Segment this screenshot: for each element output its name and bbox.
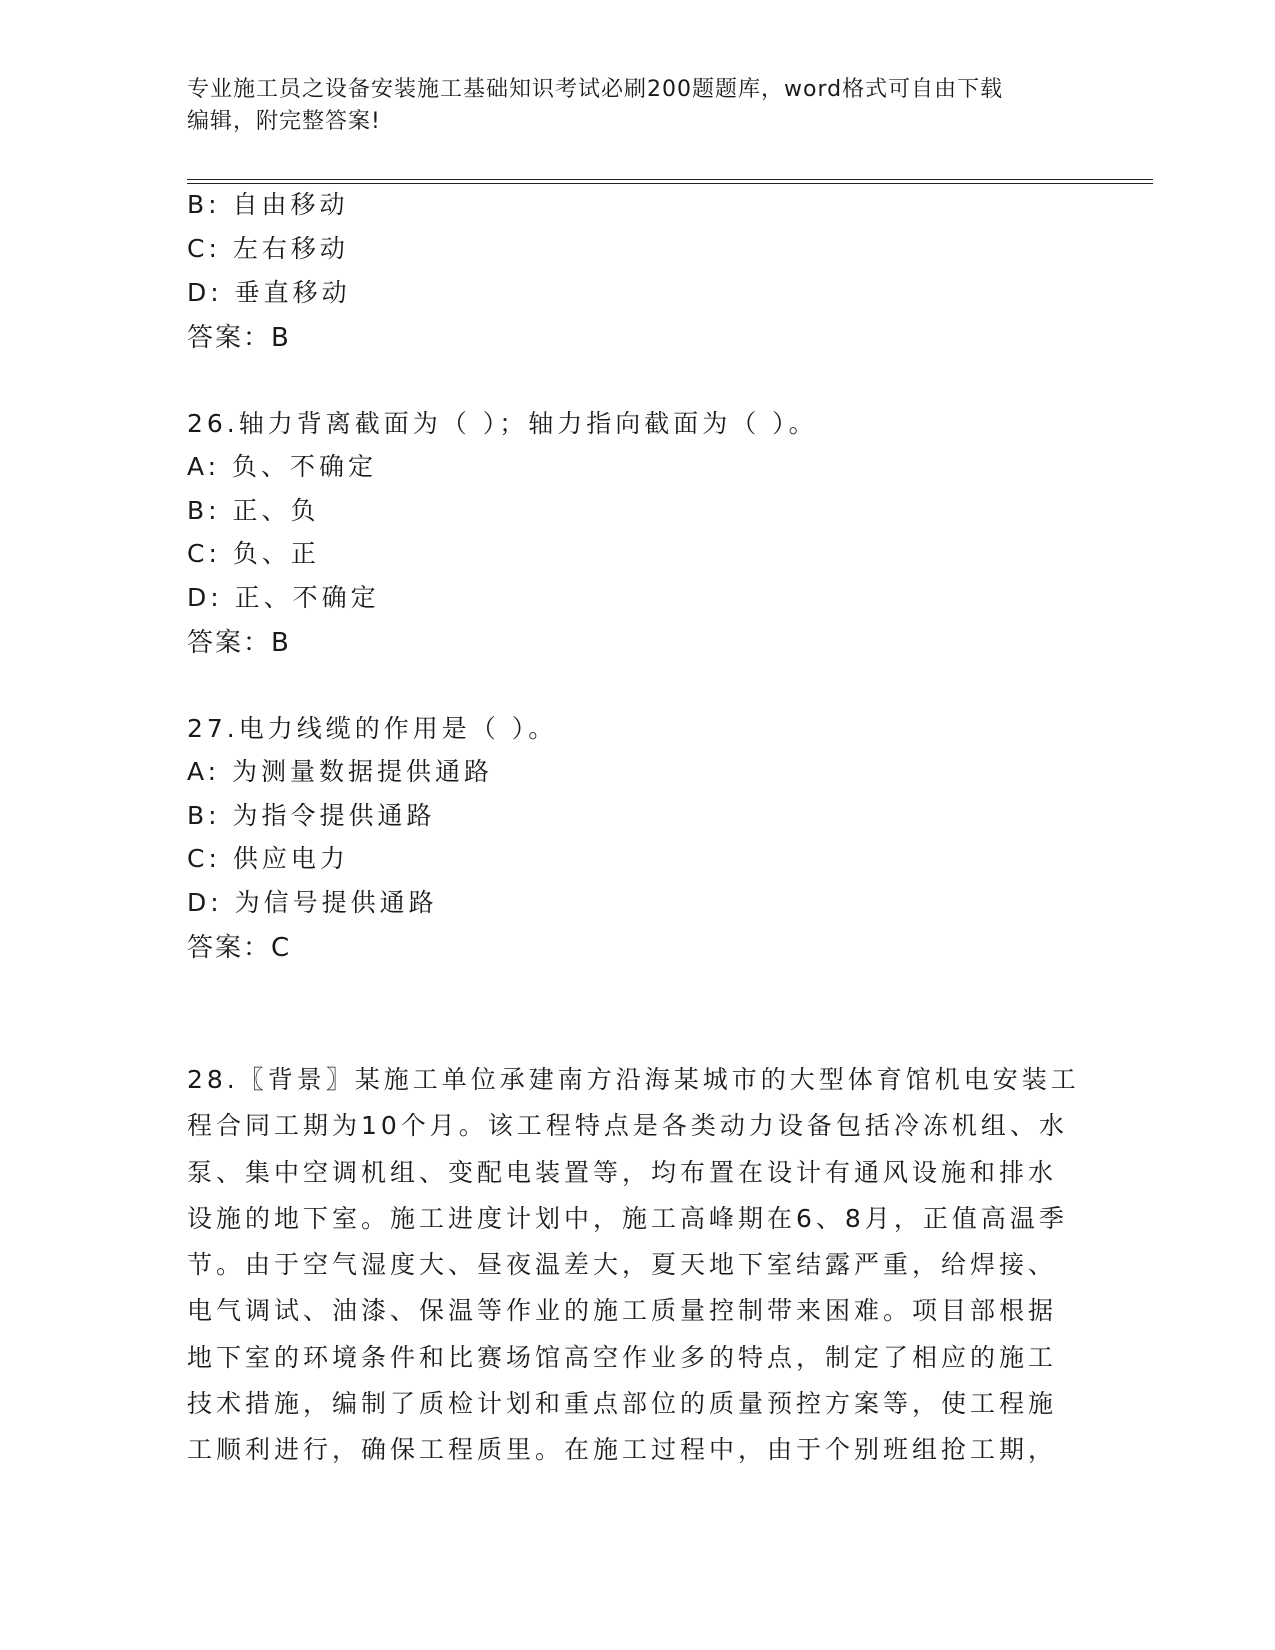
q25-option-b: B: 自由移动 — [187, 190, 349, 219]
q27-answer: 答案：C — [187, 933, 292, 963]
q27-option-b: B: 为指令提供通路 — [187, 801, 436, 830]
q27-option-d: D: 为信号提供通路 — [187, 888, 438, 917]
q25-option-c: C: 左右移动 — [187, 234, 349, 263]
q28-line: 工顺利进行，确保工程质里。在施工过程中，由于个别班组抢工期， — [187, 1435, 1058, 1465]
q26-option-a: A: 负、不确定 — [187, 452, 378, 481]
q28-line: 电气调试、油漆、保温等作业的施工质量控制带来困难。项目部根据 — [187, 1296, 1058, 1326]
q26-option-c: C: 负、正 — [187, 539, 320, 568]
q28-line: 程合同工期为10个月。该工程特点是各类动力设备包括冷冻机组、水 — [187, 1111, 1068, 1141]
q28-line: 技术措施，编制了质检计划和重点部位的质量预控方案等，使工程施 — [187, 1389, 1058, 1419]
document-header — [187, 74, 1087, 138]
header-rule-top — [187, 179, 1153, 180]
q25-answer: 答案：B — [187, 323, 291, 353]
q26-answer: 答案：B — [187, 628, 291, 658]
q28-line: 设施的地下室。施工进度计划中，施工高峰期在6、8月，正值高温季 — [187, 1203, 1068, 1233]
q26-option-b: B: 正、负 — [187, 496, 320, 525]
q28-line: 地下室的环境条件和比赛场馆高空作业多的特点，制定了相应的施工 — [187, 1342, 1058, 1372]
q25-option-d: D: 垂直移动 — [187, 278, 351, 307]
q28-line: 泵、集中空调机组、变配电装置等，均布置在设计有通风设施和排水 — [187, 1157, 1058, 1187]
header-title-line-2: 编辑，附完整答案! — [187, 109, 381, 134]
header-title-line-1: 专业施工员之设备安装施工基础知识考试必刷200题题库，word格式可自由下载 — [187, 77, 1004, 102]
q28-paragraph — [187, 1057, 1080, 1474]
header-rule-bottom — [187, 183, 1153, 184]
q28-line: 节。由于空气湿度大、昼夜温差大，夏天地下室结露严重，给焊接、 — [187, 1250, 1058, 1280]
q27-option-a: A: 为测量数据提供通路 — [187, 757, 494, 786]
q27-stem: 27.电力线缆的作用是（ ）。 — [187, 714, 558, 743]
q26-stem: 26.轴力背离截面为（ ）；轴力指向截面为（ ）。 — [187, 409, 818, 438]
q28-line: 28.〖背景〗某施工单位承建南方沿海某城市的大型体育馆机电安装工 — [187, 1065, 1080, 1094]
q26-option-d: D: 正、不确定 — [187, 583, 380, 612]
q27-option-c: C: 供应电力 — [187, 844, 349, 873]
